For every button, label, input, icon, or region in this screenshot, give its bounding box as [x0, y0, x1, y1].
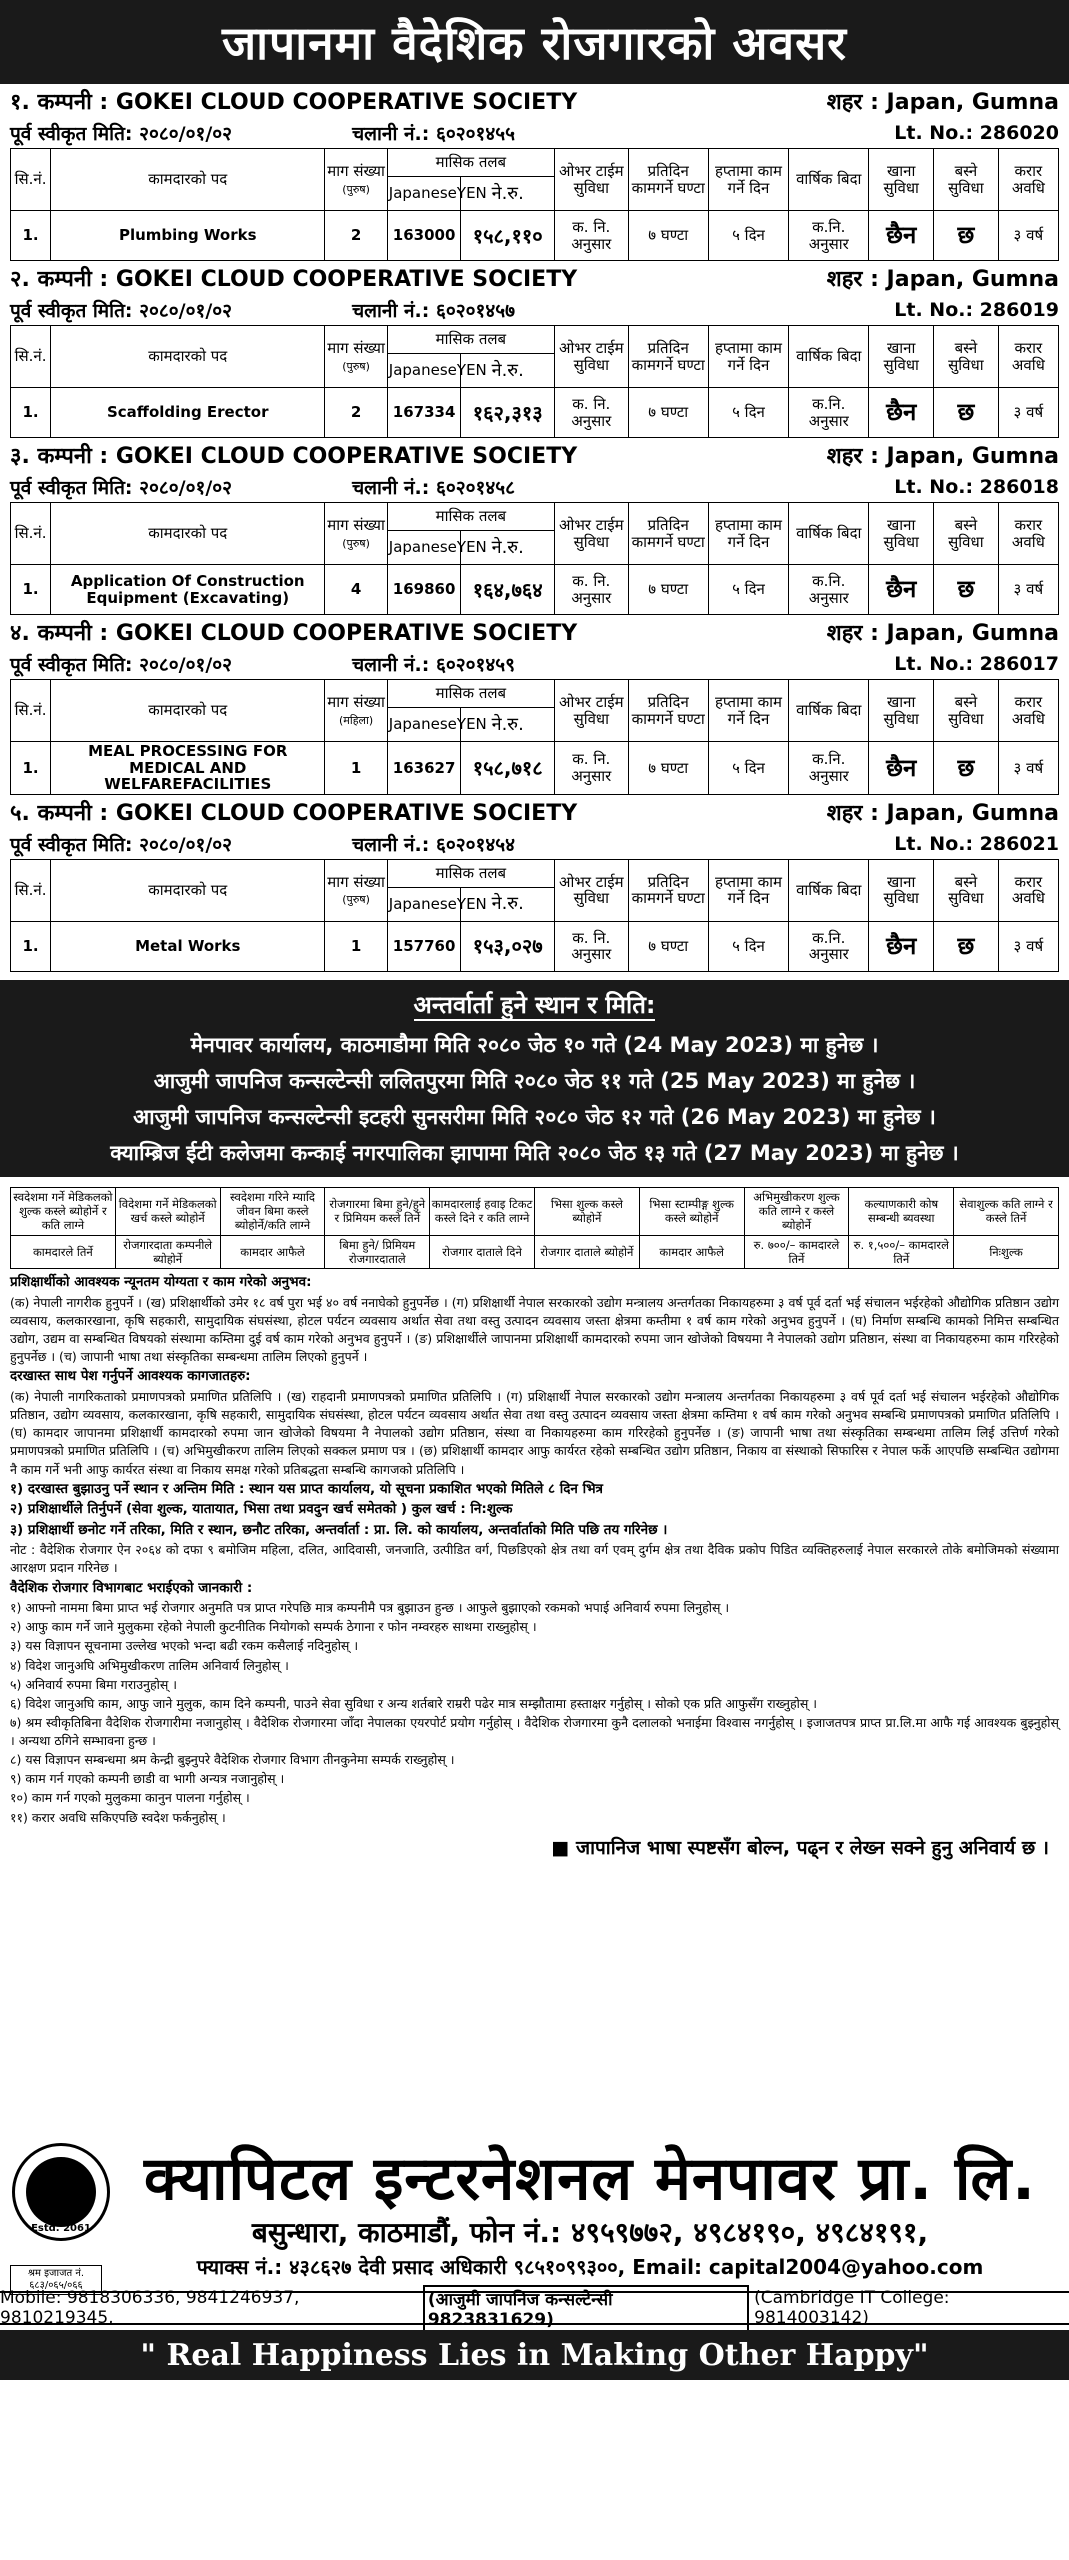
chalani-number: चलानी नं.: ६०२०१४५७: [352, 300, 516, 322]
header-annual-leave: वार्षिक बिदा: [789, 149, 869, 211]
chalani-number: चलानी नं.: ६०२०१४५५: [352, 123, 516, 145]
job-company-row: [10, 261, 1059, 295]
job-contract: ३ वर्ष: [998, 388, 1058, 438]
job-leave: क.नि. अनुसार: [789, 921, 869, 971]
selection-method: ३) प्रशिक्षार्थी छनोट गर्ने तरिका, मिति र स्थान, छनौट तरिका, अन्तर्वार्ता : प्रा. लि. को कार्यालय, अन्तर्वार्ताको मिति पछि तय गरिनेछ ।: [10, 1521, 668, 1538]
job-header-row: [11, 149, 1059, 177]
job-leave: क.नि. अनुसार: [789, 388, 869, 438]
header-salary: मासिक तलब: [387, 680, 554, 708]
info-list: [10, 1599, 1059, 1827]
job-sn: 1.: [11, 742, 51, 795]
header-contract: करार अवधि: [998, 680, 1058, 742]
job-company-row: [10, 795, 1059, 829]
japanese-requirement: ■ जापानिज भाषा स्पष्टसँग बोल्न, पढ्न र लेख्न सक्ने हुनु अनिवार्य छ ।: [551, 1836, 1049, 1859]
header-jpy: JapaneseYEN: [387, 887, 461, 921]
header-contract: करार अवधि: [998, 859, 1058, 921]
job-sn: 1.: [11, 211, 51, 261]
job-table: [10, 679, 1059, 795]
header-contract: करार अवधि: [998, 149, 1058, 211]
header-daily-hours: प्रतिदिन कामगर्ने घण्टा: [628, 680, 708, 742]
fee-header-cell: विदेशमा गर्ने मेडिकलको खर्च कस्ले ब्योहोर्ने: [115, 1187, 220, 1235]
header-demand-label: माग संख्या: [327, 872, 385, 891]
job-header-row: [11, 859, 1059, 887]
header-accommodation: बस्ने सुविधा: [934, 680, 999, 742]
headline-title: जापानमा वैदेशिक रोजगारको अवसर: [222, 16, 847, 70]
info-item: ९) काम गर्न गएको कम्पनी छाडी वा भागी अन्यत्र नजानुहोस् ।: [10, 1771, 285, 1787]
job-block: [0, 615, 1069, 795]
fee-header-cell: भिसा शुल्क कस्ले ब्योहोर्ने: [534, 1187, 639, 1235]
header-jpy: JapaneseYEN: [387, 354, 461, 388]
fee-header-cell: सेवाशुल्क कति लाग्ने र कस्ले तिर्ने: [954, 1187, 1059, 1235]
info-item: १०) काम गर्न गएको मुलुकमा कानुन पालना गर्नुहोस् ।: [10, 1790, 250, 1806]
info-item: १) आफ्नो नाममा बिमा प्राप्त भई रोजगार अनुमति पत्र प्राप्त गरेपछि मात्र कम्पनीमै पत्र बुझाउन हुन्छ । आफुले बुझाएको रकमको भपाई अनिवार्य रुपमा लिनुहोस् ।: [10, 1600, 730, 1616]
lot-number: Lt. No.: 286018: [894, 476, 1059, 498]
info-title: वैदेशिक रोजगार विभागबाट भराईएको जानकारी :: [10, 1579, 253, 1596]
approval-date: पूर्व स्वीकृत मिति: २०८०/०१/०२: [10, 833, 233, 856]
job-demand: 1: [325, 921, 387, 971]
header-npr: ने.रु.: [461, 887, 555, 921]
job-approval-row: [10, 295, 1059, 325]
job-post: Metal Works: [51, 921, 325, 971]
job-post: MEAL PROCESSING FOR MEDICAL AND WELFAREFACILITIES: [51, 742, 325, 795]
company-name: १. कम्पनी : GOKEI CLOUD COOPERATIVE SOCIETY: [10, 90, 578, 115]
job-food: छैन: [869, 388, 934, 438]
job-data-row: [11, 565, 1059, 615]
lot-number: Lt. No.: 286021: [894, 832, 1059, 855]
interview-line: आजुमी जापनिज कन्सल्टेन्सी इटहरी सुनसरीमा मिति २०८० जेठ १२ गते (26 May 2023) मा हुनेछ ।: [133, 1104, 936, 1129]
header-accommodation: बस्ने सुविधा: [934, 326, 999, 388]
header-salary: मासिक तलब: [387, 149, 554, 177]
interview-title: अन्तर्वार्ता हुने स्थान र मिति:: [413, 990, 656, 1019]
header-daily-hours: प्रतिदिन कामगर्ने घण्टा: [628, 503, 708, 565]
job-approval-row: [10, 118, 1059, 148]
job-days: ५ दिन: [708, 211, 788, 261]
approval-date: पूर्व स्वीकृत मिति: २०८०/०१/०२: [10, 123, 233, 145]
job-contract: ३ वर्ष: [998, 742, 1058, 795]
header-demand: [325, 859, 387, 921]
job-salary-npr: १५८,११०: [461, 211, 555, 261]
header-npr: ने.रु.: [461, 354, 555, 388]
header-sn: सि.नं.: [11, 680, 51, 742]
job-overtime: क. नि. अनुसार: [555, 565, 629, 615]
job-salary-jpy: 163000: [387, 211, 461, 261]
qualification-title: प्रशिक्षार्थीको आवश्यक न्यूनतम योग्यता र काम गरेको अनुभव:: [10, 1274, 312, 1291]
company-name: २. कम्पनी : GOKEI CLOUD COOPERATIVE SOCIETY: [10, 267, 578, 292]
job-sn: 1.: [11, 565, 51, 615]
reservation-note: नोट : वैदेशिक रोजगार ऐन २०६४ को दफा ९ बमोजिम महिला, दलित, आदिवासी, जनजाति, उत्पीडित वर्ग, पिछडिएको क्षेत्र तथा वर्ग एवम् दुर्गम क्षेत्र तथा दैविक प्रकोप पिडित व्यक्तिहरुलाई नेपाल सरकारले तोके बमोजिमको संख्यामा आरक्षण प्रदान गरिनेछ ।: [10, 1542, 1059, 1576]
fee-header-cell: स्वदेशमा गर्ने मेडिकलको शुल्क कस्ले ब्योहोर्ने र कति लाग्ने: [11, 1187, 116, 1235]
header-post: कामदारको पद: [51, 859, 325, 921]
job-post: Plumbing Works: [51, 211, 325, 261]
header-demand-label: माग संख्या: [327, 693, 385, 711]
header-jpy: JapaneseYEN: [387, 177, 461, 211]
total-cost: २) प्रशिक्षार्थीले तिर्नुपर्ने (सेवा शुल्क, यातायात, भिसा तथा प्रवदुन खर्च समेतको ) कुल खर्च : नि:शुल्क: [10, 1501, 513, 1518]
info-item: ८) यस विज्ञापन सम्बन्धमा श्रम केन्द्री बुझ्नुपरे वैदेशिक रोजगार विभाग तीनकुनेमा सम्पर्क राख्नुहोस् ।: [10, 1752, 455, 1768]
interview-line: क्याम्ब्रिज ईटी कलेजमा कन्काई नगरपालिका झापामा मिति २०८० जेठ १३ गते (27 May 2023) मा हुनेछ ।: [110, 1140, 959, 1165]
fee-value-cell: कामदारले तिर्ने: [11, 1235, 116, 1269]
job-days: ५ दिन: [708, 388, 788, 438]
company-city: शहर : Japan, Gumna: [826, 444, 1059, 469]
job-days: ५ दिन: [708, 921, 788, 971]
header-sn: सि.नं.: [11, 503, 51, 565]
agency-name: क्यापिटल इन्टरनेशनल मेनपावर प्रा. लि.: [144, 2144, 1036, 2214]
company-name: ५. कम्पनी : GOKEI CLOUD COOPERATIVE SOCIETY: [10, 800, 578, 826]
job-leave: क.नि. अनुसार: [789, 565, 869, 615]
header-overtime: ओभर टाईम सुविधा: [555, 326, 629, 388]
job-contract: ३ वर्ष: [998, 921, 1058, 971]
job-food: छैन: [869, 565, 934, 615]
header-gender: (पुरुष): [342, 893, 370, 906]
job-salary-jpy: 157760: [387, 921, 461, 971]
job-list: [0, 84, 1069, 972]
job-approval-row: [10, 649, 1059, 679]
info-item: ३) यस विज्ञापन सूचनामा उल्लेख भएको भन्दा बढी रकम कसैलाई नदिनुहोस् ।: [10, 1638, 359, 1654]
header-gender: (पुरुष): [342, 536, 370, 550]
job-contract: ३ वर्ष: [998, 211, 1058, 261]
fee-value-cell: रोजगार दाताले दिने: [430, 1235, 535, 1269]
job-header-row: [11, 326, 1059, 354]
header-annual-leave: वार्षिक बिदा: [789, 859, 869, 921]
job-overtime: क. नि. अनुसार: [555, 742, 629, 795]
header-salary: मासिक तलब: [387, 326, 554, 354]
header-weekly-days: हप्तामा काम गर्ने दिन: [708, 680, 788, 742]
interview-line: मेनपावर कार्यालय, काठमाडौमा मिति २०८० जेठ १० गते (24 May 2023) मा हुनेछ ।: [190, 1032, 879, 1057]
job-demand: 4: [325, 565, 387, 615]
fee-value-cell: बिमा हुने/ प्रिमियम रोजगारदाताले: [325, 1235, 430, 1269]
job-table: [10, 859, 1059, 972]
header-weekly-days: हप्तामा काम गर्ने दिन: [708, 859, 788, 921]
documents-title: दरखास्त साथ पेश गर्नुपर्ने आवश्यक कागजातहरु:: [10, 1368, 251, 1385]
job-salary-npr: १५३,०२७: [461, 921, 555, 971]
job-block: [0, 795, 1069, 972]
info-item: ४) विदेश जानुअघि अभिमुखीकरण तालिम अनिवार्य लिनुहोस् ।: [10, 1657, 289, 1673]
company-city: शहर : Japan, Gumna: [826, 800, 1059, 826]
job-company-row: [10, 84, 1059, 118]
header-salary: मासिक तलब: [387, 503, 554, 531]
license-number: श्रम इजाजत नं. ६८३/०६५/०६६: [10, 2265, 102, 2295]
job-approval-row: [10, 829, 1059, 859]
job-hours: ७ घण्टा: [628, 388, 708, 438]
fee-header-cell: रोजगारमा बिमा हुने/हुने र प्रिमियम कस्ले तिर्ने: [325, 1187, 430, 1235]
fee-header-cell: भिसा स्टाम्पीङ्ग शुल्क कस्ले ब्योहोर्ने: [639, 1187, 744, 1235]
header-food: खाना सुविधा: [869, 680, 934, 742]
job-data-row: [11, 211, 1059, 261]
job-post: Application Of Construction Equipment (Excavating): [51, 565, 325, 615]
header-food: खाना सुविधा: [869, 326, 934, 388]
job-demand: 2: [325, 211, 387, 261]
job-sn: 1.: [11, 921, 51, 971]
header-demand-label: माग संख्या: [327, 516, 385, 534]
header-demand: [325, 326, 387, 388]
header-accommodation: बस्ने सुविधा: [934, 503, 999, 565]
header-overtime: ओभर टाईम सुविधा: [555, 680, 629, 742]
mobile-main: Mobile: 9818306336, 9841246937, 9810219345,: [0, 2288, 300, 2328]
company-name: ४. कम्पनी : GOKEI CLOUD COOPERATIVE SOCIETY: [10, 621, 578, 646]
job-company-row: [10, 438, 1059, 472]
fees-value-row: [11, 1235, 1059, 1269]
fee-header-cell: कामदारलाई हवाइ टिकट कस्ले दिने र कति लाग्ने: [430, 1187, 535, 1235]
header-sn: सि.नं.: [11, 149, 51, 211]
header-post: कामदारको पद: [51, 326, 325, 388]
info-item: २) आफु काम गर्ने जाने मुलुकमा रहेको नेपाली कुटनीतिक नियोगको सम्पर्क ठेगाना र फोन नम्वरहरु साथमा राख्नुहोस् ।: [10, 1619, 537, 1635]
header-contract: करार अवधि: [998, 326, 1058, 388]
job-food: छैन: [869, 211, 934, 261]
headline-banner: [0, 0, 1069, 84]
job-approval-row: [10, 472, 1059, 502]
lot-number: Lt. No.: 286019: [894, 299, 1059, 321]
job-table: [10, 148, 1059, 261]
job-leave: क.नि. अनुसार: [789, 211, 869, 261]
job-overtime: क. नि. अनुसार: [555, 921, 629, 971]
job-contract: ३ वर्ष: [998, 565, 1058, 615]
lot-number: Lt. No.: 286020: [894, 122, 1059, 144]
header-annual-leave: वार्षिक बिदा: [789, 680, 869, 742]
job-block: [0, 261, 1069, 438]
notes-section: [0, 1269, 1069, 1831]
job-salary-npr: १५८,७१८: [461, 742, 555, 795]
company-city: शहर : Japan, Gumna: [826, 90, 1059, 115]
mobile-cambridge: (Cambridge IT College: 9814003142): [754, 2288, 950, 2328]
header-salary: मासिक तलब: [387, 859, 554, 887]
agency-footer: [0, 2135, 1069, 2560]
header-demand-label: माग संख्या: [327, 162, 385, 180]
header-contract: करार अवधि: [998, 503, 1058, 565]
job-accommodation: छ: [934, 742, 999, 795]
fee-header-cell: स्वदेशमा गरिने म्यादि जीवन बिमा कस्ले ब्योहोर्ने/कति लाग्ने: [220, 1187, 325, 1235]
fee-header-cell: कल्याणकारी कोष सम्बन्धी ब्यवस्था: [849, 1187, 954, 1235]
header-post: कामदारको पद: [51, 503, 325, 565]
job-data-row: [11, 742, 1059, 795]
job-salary-npr: १६४,७६४: [461, 565, 555, 615]
application-deadline: १) दरखास्त बुझाउनु पर्ने स्थान र अन्तिम मिति : स्थान यस प्राप्त कार्यालय, यो सूचना प्रकाशित भएको मितिले ८ दिन भित्र: [10, 1480, 604, 1497]
job-salary-jpy: 167334: [387, 388, 461, 438]
header-daily-hours: प्रतिदिन कामगर्ने घण्टा: [628, 326, 708, 388]
fee-value-cell: निःशुल्क: [954, 1235, 1059, 1269]
job-accommodation: छ: [934, 921, 999, 971]
header-demand: [325, 680, 387, 742]
job-block: [0, 84, 1069, 261]
header-gender: (पुरुष): [342, 182, 370, 196]
job-overtime: क. नि. अनुसार: [555, 388, 629, 438]
job-header-row: [11, 680, 1059, 708]
header-overtime: ओभर टाईम सुविधा: [555, 503, 629, 565]
header-post: कामदारको पद: [51, 149, 325, 211]
header-post: कामदारको पद: [51, 680, 325, 742]
header-npr: ने.रु.: [461, 531, 555, 565]
job-salary-jpy: 169860: [387, 565, 461, 615]
header-food: खाना सुविधा: [869, 149, 934, 211]
header-overtime: ओभर टाईम सुविधा: [555, 149, 629, 211]
header-jpy: JapaneseYEN: [387, 531, 461, 565]
agency-fax-email: फ्याक्स नं.: ४३८६२७ देवी प्रसाद अधिकारी ९८५१०९९३००, Email: capital2004@yahoo.com: [196, 2255, 984, 2279]
header-annual-leave: वार्षिक बिदा: [789, 503, 869, 565]
company-city: शहर : Japan, Gumna: [826, 267, 1059, 292]
lot-number: Lt. No.: 286017: [894, 653, 1059, 675]
company-name: ३. कम्पनी : GOKEI CLOUD COOPERATIVE SOCIETY: [10, 444, 578, 469]
header-gender: (महिला): [339, 713, 374, 727]
fee-value-cell: कामदार आफैले: [639, 1235, 744, 1269]
header-jpy: JapaneseYEN: [387, 708, 461, 742]
job-accommodation: छ: [934, 565, 999, 615]
fee-header-cell: अभिमुखीकरण शुल्क कति लाग्ने र कस्ले ब्योहोर्ने: [744, 1187, 849, 1235]
job-days: ५ दिन: [708, 742, 788, 795]
fees-table: [10, 1187, 1059, 1270]
job-days: ५ दिन: [708, 565, 788, 615]
approval-date: पूर्व स्वीकृत मिति: २०८०/०१/०२: [10, 477, 233, 499]
header-gender: (पुरुष): [342, 359, 370, 373]
header-daily-hours: प्रतिदिन कामगर्ने घण्टा: [628, 859, 708, 921]
qualification-body: (क) नेपाली नागरीक हुनुपर्ने । (ख) प्रशिक्षार्थीको उमेर १८ वर्ष पुरा भई ४० वर्ष ननाघेको हुनुपर्नेछ । (ग) प्रशिक्षार्थी नेपाल सरकारको उद्योग मन्त्रालय अन्तर्गतका निकायहरुमा ३ वर्ष पूर्व दर्ता भई संचालन भईरहेको औद्योगिक प्रतिष्ठान उद्योग व्यवसाय, कलकारखाना, कृषि सहकारी, सामुदायिक संघसंस्था, होटल पर्यटन व्यवसाय अर्थात सेवा तथा वस्तु उत्पादन व्यवसाय जस्ता क्षेत्रमा कम्तीमा १ वर्ष काम गरेको अनुभव हुनुपर्ने । (घ) निर्माण सम्बन्धि कामको निमित्त सम्बन्धित उद्योग, उद्यम वा सम्बन्धित विषयको संस्थामा कम्तिमा दुई वर्ष काम गरेको अनुभव हुनुपर्ने । (ङ) प्रशिक्षार्थीले जापानमा प्रशिक्षार्थी कामदारको रुपमा जान खोजेको विषयमा नै नेपालको उद्योग प्रतिष्ठान, संस्था वा निकायहरुमा काम गरिरहेको हुनुपर्नेछ । (च) जापानी भाषा तथा संस्कृतिका सम्बन्धमा तालिम लिएको हुनुपर्ने ।: [10, 1294, 1059, 1365]
header-npr: ने.रु.: [461, 177, 555, 211]
job-company-row: [10, 615, 1059, 649]
chalani-number: चलानी नं.: ६०२०१४५४: [352, 833, 516, 856]
agency-address: बसुन्धारा, काठमाडौं, फोन नं.: ४९५९७७२, ४९८४१९०, ४९८४१९१,: [251, 2216, 929, 2249]
job-data-row: [11, 921, 1059, 971]
fees-header-row: [11, 1187, 1059, 1235]
header-daily-hours: प्रतिदिन कामगर्ने घण्टा: [628, 149, 708, 211]
job-accommodation: छ: [934, 388, 999, 438]
info-item: ११) करार अवधि सकिएपछि स्वदेश फर्कनुहोस् ।: [10, 1809, 226, 1825]
header-demand: [325, 503, 387, 565]
job-block: [0, 438, 1069, 615]
header-sn: सि.नं.: [11, 326, 51, 388]
job-data-row: [11, 388, 1059, 438]
job-salary-npr: १६२,३१३: [461, 388, 555, 438]
chalani-number: चलानी नं.: ६०२०१४५८: [352, 477, 516, 499]
documents-body: (क) नेपाली नागरिकताको प्रमाणपत्रको प्रमाणित प्रतिलिपि । (ख) राहदानी प्रमाणपत्रको प्रमाणित प्रतिलिपि । (ग) प्रशिक्षार्थी नेपाल सरकारको उद्योग मन्त्रालय अन्तर्गतका निकायहरुमा ३ वर्ष पूर्व दर्ता भई संचालन भईरहेको औद्योगिक प्रतिष्ठान, उद्योग व्यवसाय, कलकारखाना, कृषि सहकारी, सामुदायिक संघसंस्था, होटल पर्यटन व्यवसाय अर्थात सेवा तथा वस्तु उत्पादन व्यवसाय जस्ता क्षेत्रमा कम्तिमा १ वर्ष काम गरेको अनुभव सम्बन्धि प्रमाणपत्रको प्रमाणित प्रतिलिपि । (घ) कामदार जापानमा प्रशिक्षार्थी कामदारको रुपमा जान खोजेको विषयमा नै नेपालको उद्योग प्रतिष्ठान, संस्था वा निकायहरुमा काम गरिरहेको हुनुपर्नेछ । (ङ) जापानी भाषा तथा संस्कृतिका सम्बन्धमा तालिम लिई उत्तिर्ण गरेको प्रमाणपत्रको प्रमाणित प्रतिलिपि । (च) अभिमुखीकरण तालिम लिएको सक्कल प्रमाण पत्र । (छ) प्रशिक्षार्थी कामदार आफु कार्यरत रहेको सम्बन्धित उद्योग प्रतिष्ठान, निकाय वा संस्थाको सिफारिस र नेपाल फर्के आएपछि सम्बन्धित उद्योगमा नै काम गर्ने भनी आफु कार्यरत संस्था वा निकाय समक्ष गरेको प्रतिबद्धता सम्बन्धि कागजको प्रतिलिपि ।: [10, 1389, 1059, 1477]
job-sn: 1.: [11, 388, 51, 438]
fee-value-cell: कामदार आफैले: [220, 1235, 325, 1269]
header-demand-label: माग संख्या: [327, 339, 385, 357]
logo-established: Estd. 2061: [31, 2223, 91, 2234]
header-weekly-days: हप्तामा काम गर्ने दिन: [708, 149, 788, 211]
job-hours: ७ घण्टा: [628, 211, 708, 261]
job-hours: ७ घण्टा: [628, 742, 708, 795]
header-accommodation: बस्ने सुविधा: [934, 859, 999, 921]
interview-section: [0, 980, 1069, 1177]
job-table: [10, 325, 1059, 438]
approval-date: पूर्व स्वीकृत मिति: २०८०/०१/०२: [10, 654, 233, 676]
info-item: ६) विदेश जानुअघि काम, आफु जाने मुलुक, काम दिने कम्पनी, पाउने सेवा सुविधा र अन्य शर्तबारे राम्ररी पढेर मात्र सम्झौतामा हस्ताक्षर गर्नुहोस् । सोको एक प्रति आफुसँग राख्नुहोस् ।: [10, 1695, 818, 1711]
job-post: Scaffolding Erector: [51, 388, 325, 438]
job-leave: क.नि. अनुसार: [789, 742, 869, 795]
job-table: [10, 502, 1059, 615]
job-demand: 2: [325, 388, 387, 438]
interview-line: आजुमी जापनिज कन्सल्टेन्सी ललितपुरमा मिति २०८० जेठ ११ गते (25 May 2023) मा हुनेछ ।: [153, 1068, 916, 1093]
job-salary-jpy: 163627: [387, 742, 461, 795]
header-demand: [325, 149, 387, 211]
job-hours: ७ घण्टा: [628, 565, 708, 615]
job-demand: 1: [325, 742, 387, 795]
header-weekly-days: हप्तामा काम गर्ने दिन: [708, 503, 788, 565]
slogan: " Real Happiness Lies in Making Other Happy": [0, 2330, 1069, 2380]
fee-value-cell: रोजगारदाता कम्पनीले ब्योहोर्ने: [115, 1235, 220, 1269]
mobile-azumi: (आजुमी जापनिज कन्सल्टेन्सी 9823831629): [423, 2285, 749, 2332]
fee-value-cell: रोजगार दाताले ब्योहोर्ने: [534, 1235, 639, 1269]
header-weekly-days: हप्तामा काम गर्ने दिन: [708, 326, 788, 388]
job-overtime: क. नि. अनुसार: [555, 211, 629, 261]
job-food: छैन: [869, 742, 934, 795]
fee-value-cell: रु. ७००/– कामदारले तिर्ने: [744, 1235, 849, 1269]
fees-section: [0, 1177, 1069, 1270]
job-food: छैन: [869, 921, 934, 971]
header-overtime: ओभर टाईम सुविधा: [555, 859, 629, 921]
job-accommodation: छ: [934, 211, 999, 261]
info-item: ७) श्रम स्वीकृतिबिना वैदेशिक रोजगारीमा नजानुहोस् । वैदेशिक रोजगारमा जाँदा नेपालका एयरपोर्ट प्रयोग गर्नुहोस् । वैदेशिक रोजगारमा कुनै दलालको भनाईमा विश्वास नगर्नुहोस् । इजाजतपत्र प्राप्त प्रा.लि.मा आफै गई आवश्यक बुझ्नुहोस् । अन्यथा ठगिने सम्भावना हुन्छ ।: [10, 1714, 1059, 1748]
header-food: खाना सुविधा: [869, 503, 934, 565]
header-accommodation: बस्ने सुविधा: [934, 149, 999, 211]
mobile-numbers: [0, 2288, 1069, 2330]
approval-date: पूर्व स्वीकृत मिति: २०८०/०१/०२: [10, 300, 233, 322]
chalani-number: चलानी नं.: ६०२०१४५९: [352, 654, 516, 676]
header-sn: सि.नं.: [11, 859, 51, 921]
job-hours: ७ घण्टा: [628, 921, 708, 971]
company-city: शहर : Japan, Gumna: [826, 621, 1059, 646]
info-item: ५) अनिवार्य रुपमा बिमा गराउनुहोस् ।: [10, 1676, 178, 1692]
header-food: खाना सुविधा: [869, 859, 934, 921]
header-annual-leave: वार्षिक बिदा: [789, 326, 869, 388]
job-header-row: [11, 503, 1059, 531]
fee-value-cell: रु. १,५००/– कामदारले तिर्ने: [849, 1235, 954, 1269]
header-npr: ने.रु.: [461, 708, 555, 742]
